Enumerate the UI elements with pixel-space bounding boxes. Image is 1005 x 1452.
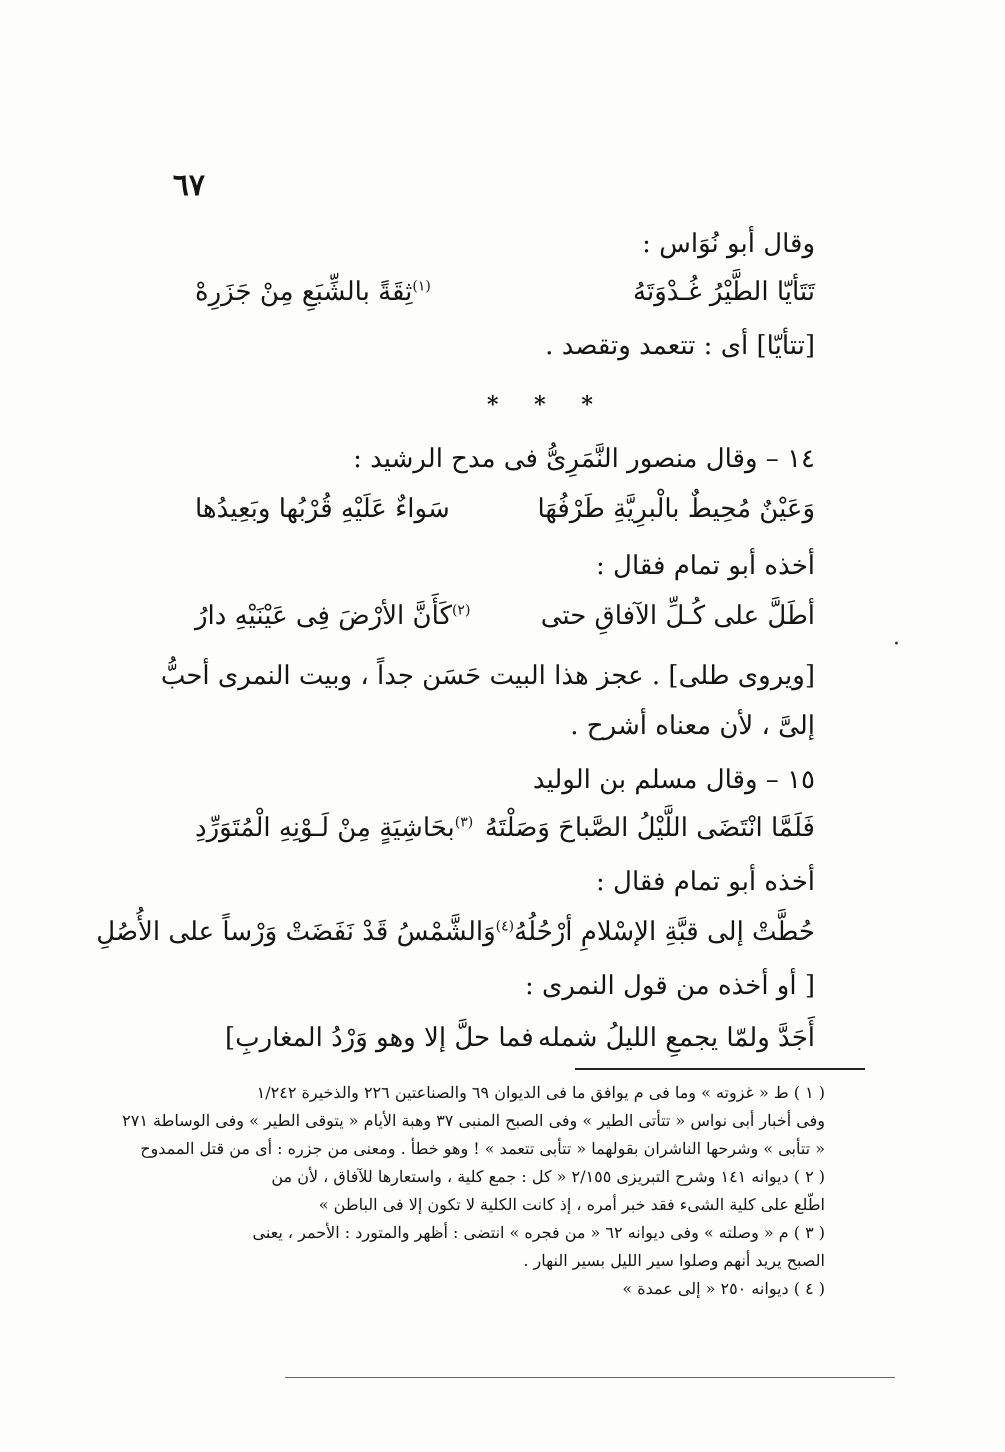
footnote-line: « تتأبى » وشرحها الناشران بقولهما « تتأبى تتعمد » ! وهو خطأ . ومعنى من جزره : أى من قتل الممدوح [140, 1139, 825, 1158]
verse-2 [195, 493, 815, 527]
verse-6-hemistich-a: أَجَدَّ ولمّا يجمعِ الليلُ شمله [538, 1023, 815, 1053]
verse-3-hemistich-b: $^{(٢)}$كَأَنَّ الأرْضَ فِى عَيْنَيْهِ دارُ [195, 601, 471, 631]
page-number: ٦٧ [172, 168, 205, 203]
commentary-line-1: [ويروى طلى] . عجز هذا البيت حَسَن جداً ، وبيت النمرى أحبُّ [160, 661, 815, 691]
gloss-line: [تتأيّا] أى : تتعمد وتقصد . [545, 331, 815, 361]
footnote-separator [575, 1068, 865, 1070]
intro-numayri: [ أو أخذه من قول النمرى : [524, 971, 815, 1001]
verse-6-hemistich-b: فما حلَّ إلا وهو وَرْدُ المغاربِ] [225, 1023, 534, 1053]
intro-abu-nuwas: وقال أبو نُوَاس : [642, 229, 815, 259]
footnote-line: ( ٤ ) ديوانه ٢٥٠ « إلى عمدة » [622, 1279, 825, 1298]
footnote-line: اطّلع على كلية الشىء فقد خبر أمره ، إذ كانت الكلية لا تكون إلا فى الباطن » [318, 1195, 825, 1214]
commentary-line-2: إلىَّ ، لأن معناه أشرح . [570, 711, 815, 741]
verse-2-hemistich-b: سَواءٌ عَلَيْهِ قُرْبُها وبَعِيدُها [195, 494, 450, 524]
verse-4-hemistich-a: فَلَمَّا انْتَضَى اللَّيْلُ الصَّباحَ وَصَلْتَهُ [484, 813, 815, 843]
verse-3-hemistich-a: أطَلَّ على كُـلِّ الآفاقِ حتى [540, 601, 815, 631]
footnote-line: ( ٢ ) ديوانه ١٤١ وشرح التبريزى ٢/١٥٥ « كل : جمع كلية ، واستعارها للآفاق ، لأن من [271, 1167, 825, 1186]
footnote-line: ( ٣ ) م « وصلته » وفى ديوانه ٦٢ « من فجره » انتضى : أظهر والمتورد : الأحمر ، يعنى [252, 1223, 825, 1242]
footnote-ref-4: (٤) [495, 918, 515, 935]
section-divider: * * * [487, 392, 607, 418]
verse-4-hemistich-b: $^{(٣)}$بحَاشِيَةٍ مِنْ لَـوْنِهِ الْمُتَوَرِّدِ [195, 813, 474, 843]
footnote-line: ( ١ ) ط « غزوته » وما فى م يوافق ما فى الديوان ٦٩ والصناعتين ٢٢٦ والذخيرة ١/٢٤٢ [256, 1083, 825, 1102]
verse-1 [195, 276, 815, 310]
intro-muslim: ١٥ – وقال مسلم بن الوليد [532, 765, 815, 795]
intro-abu-tammam-1: أخذه أبو تمام فقال : [596, 551, 815, 581]
intro-abu-tammam-2: أخذه أبو تمام فقال : [596, 867, 815, 897]
verse-6 [225, 1022, 815, 1056]
verse-1-hemistich-b: $^{(١)}$ثِقَةً بالشِّبَعِ مِنْ جَزَرِهْ [195, 277, 431, 307]
verse-3 [195, 600, 815, 634]
footnote-ref-1: (١) [412, 278, 431, 295]
footnote-line: وفى أخبار أبى نواس « تتأتى الطير » وفى الصبح المنبى ٣٧ وهبة الأيام « يتوقى الطير » وفى الوساطة ٢٧١ [122, 1111, 825, 1130]
verse-1-hemistich-a: تَتَأيّا الطَّيْرُ غُـدْوَتَهُ [633, 277, 815, 307]
margin-mark: · [893, 632, 900, 657]
page-bottom-rule [285, 1377, 895, 1378]
verse-5-hemistich-b: $^{(٤)}$وَالشَّمْسُ قَدْ نَفَضَتْ وَرْساً على الأُصُلِ [96, 917, 515, 947]
footnote-line: الصبح يريد أنهم وصلوا سير الليل بسير النهار . [523, 1251, 825, 1270]
verse-5 [96, 916, 815, 950]
footnote-ref-2: (٢) [451, 602, 471, 619]
verse-2-hemistich-a: وَعَيْنٌ مُحِيطٌ بالْبرِيَّةِ طَرْفُهَا [537, 494, 815, 524]
footnote-ref-3: (٣) [454, 814, 474, 831]
verse-5-hemistich-a: حُطَّتْ إلى قبَّةِ الإسْلامِ أرْحُلُهُ [514, 917, 815, 947]
intro-mansur: ١٤ – وقال منصور النَّمَرِىُّ فى مدح الرشيد : [353, 444, 815, 474]
verse-4 [195, 812, 815, 846]
